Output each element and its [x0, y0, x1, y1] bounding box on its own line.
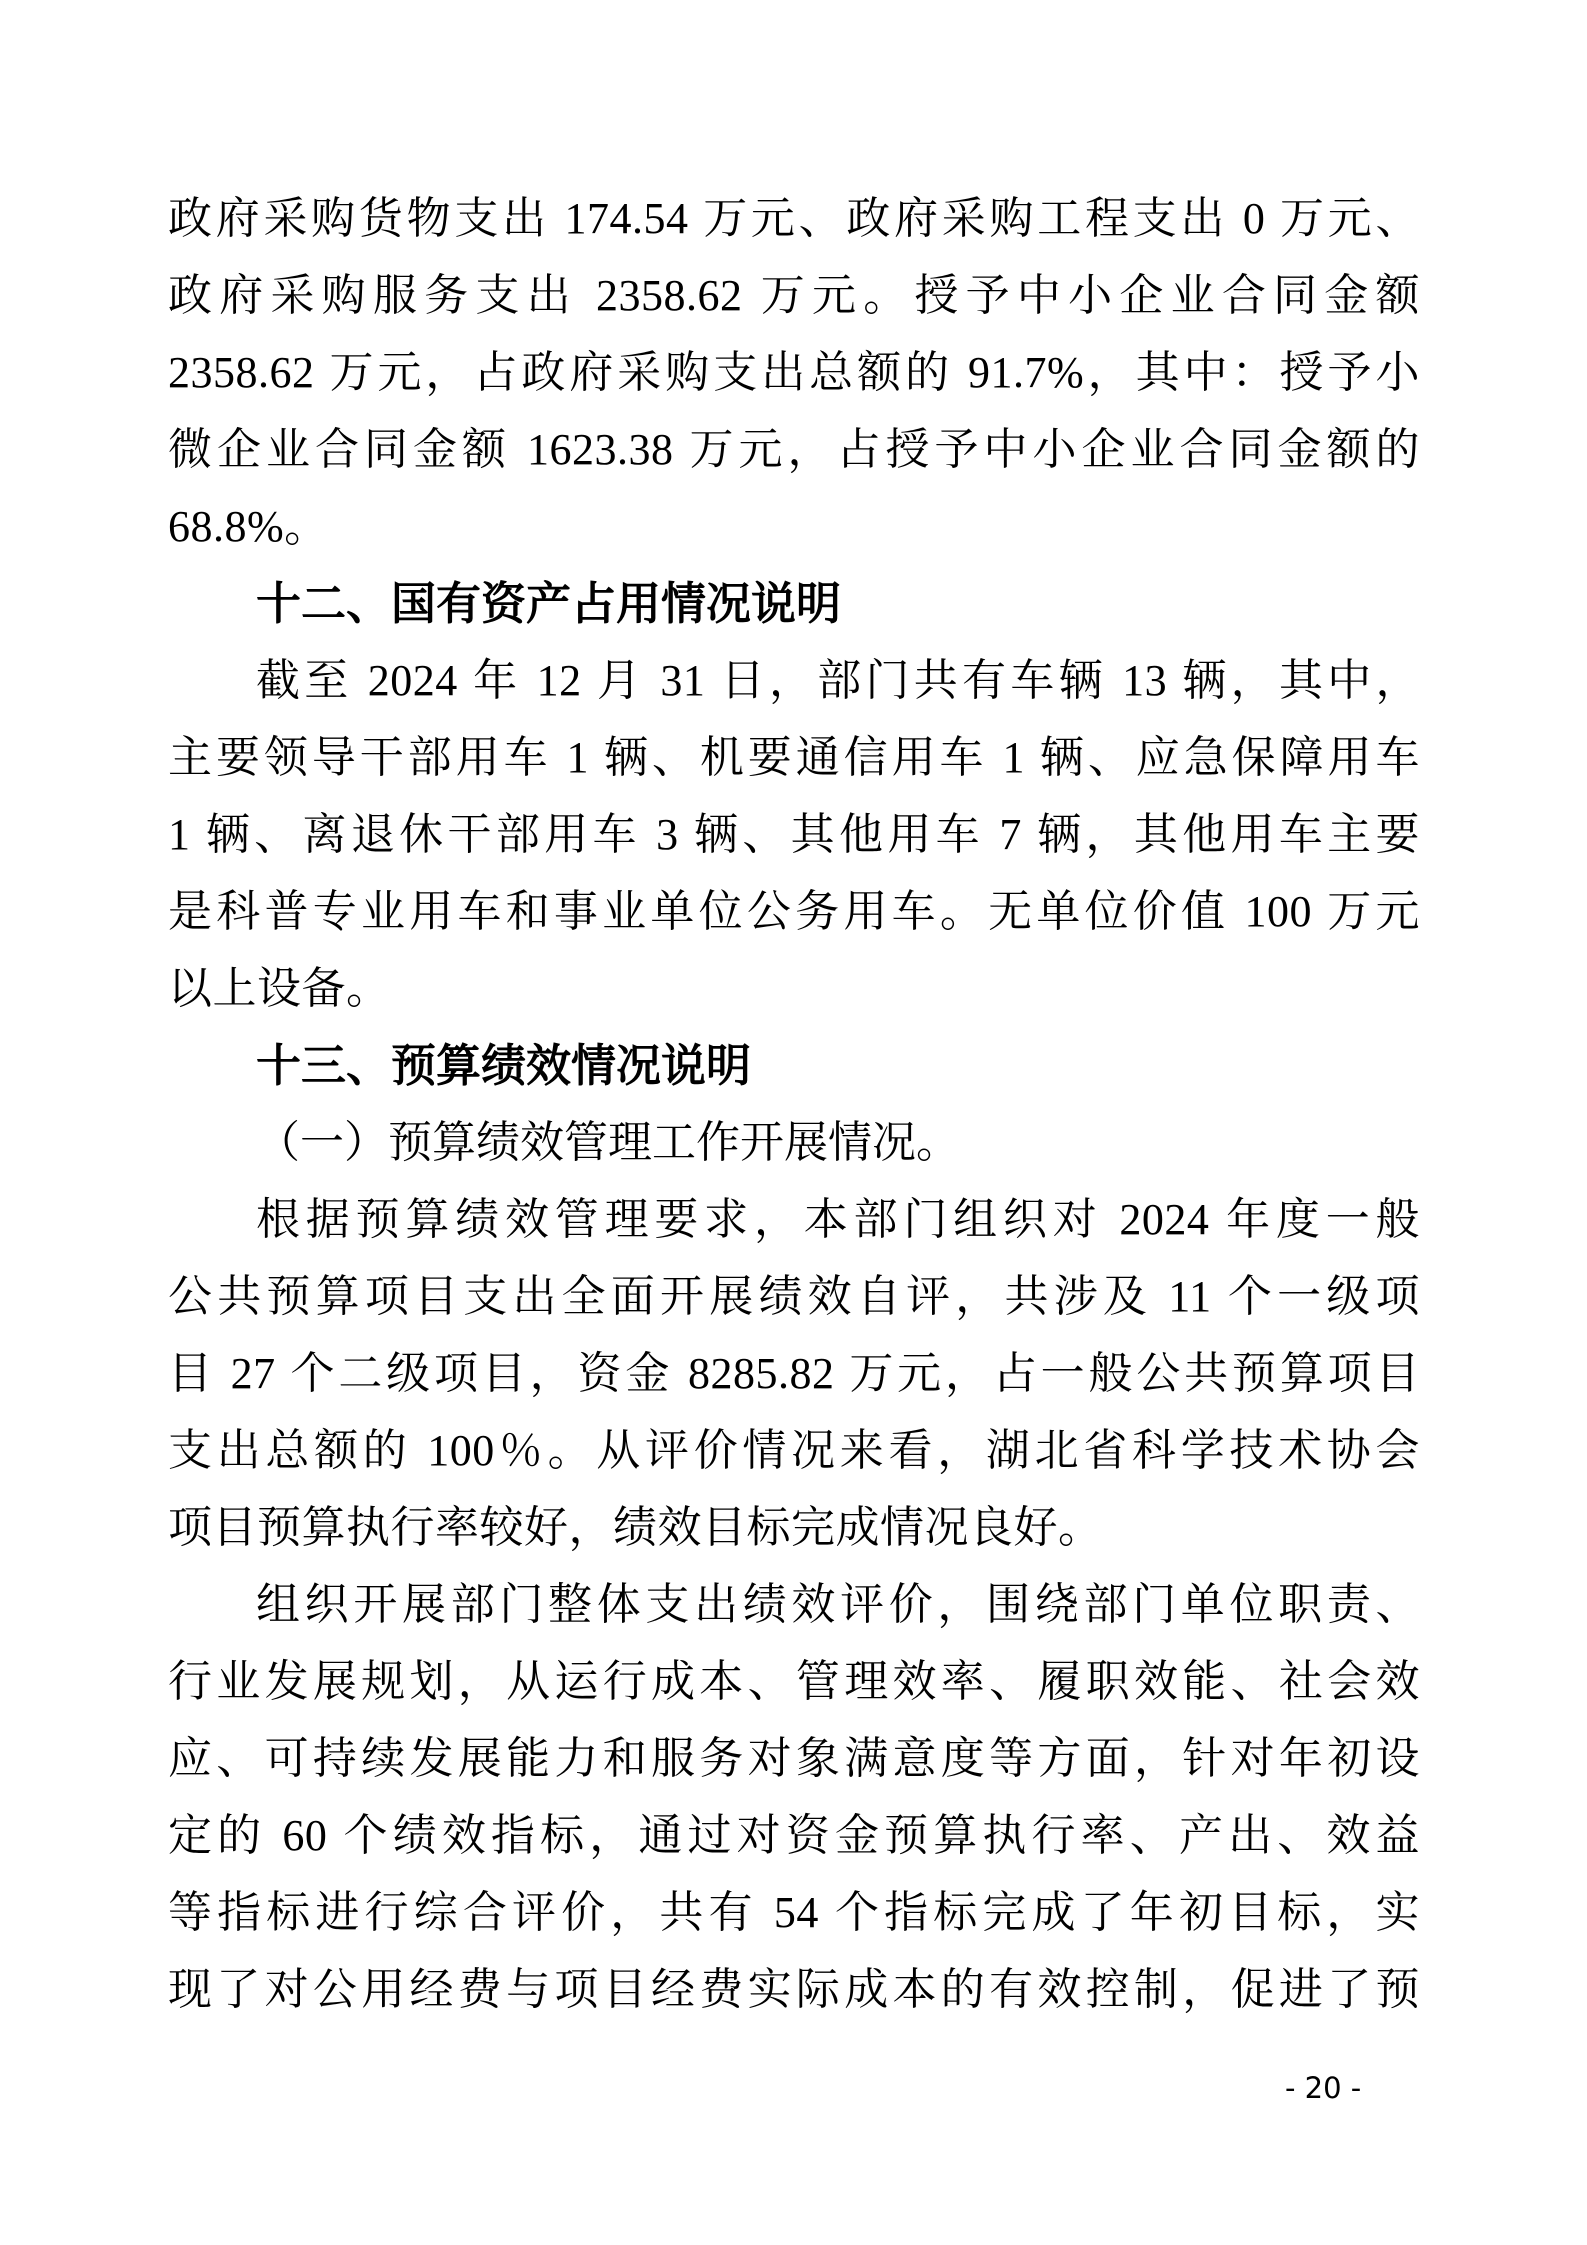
text-line: 现了对公用经费与项目经费实际成本的有效控制，促进了预: [168, 1965, 1420, 2014]
text-line: 项目预算执行率较好，绩效目标完成情况良好。: [168, 1503, 1103, 1552]
paragraph: [168, 1566, 1420, 2028]
paragraph: [168, 180, 1420, 565]
text-line: 组织开展部门整体支出绩效评价，围绕部门单位职责、: [256, 1580, 1420, 1629]
text-line: 等指标进行综合评价，共有 54 个指标完成了年初目标，实: [168, 1888, 1420, 1937]
text-line: 行业发展规划，从运行成本、管理效率、履职效能、社会效: [168, 1657, 1420, 1706]
text-line: 主要领导干部用车 1 辆、机要通信用车 1 辆、应急保障用车: [168, 733, 1420, 782]
text-line: 1 辆、离退休干部用车 3 辆、其他用车 7 辆，其他用车主要: [168, 810, 1420, 859]
page-number: - 20 -: [1285, 2071, 1362, 2105]
text-line: 支出总额的 100％。从评价情况来看，湖北省科学技术协会: [168, 1426, 1420, 1475]
text-line: 是科普专业用车和事业单位公务用车。无单位价值 100 万元: [168, 887, 1420, 936]
text-line: 68.8%。: [168, 502, 329, 551]
sub-section-heading: （一）预算绩效管理工作开展情况。: [256, 1118, 960, 1167]
text-line: 2358.62 万元，占政府采购支出总额的 91.7%，其中：授予小: [168, 348, 1420, 397]
paragraph: [168, 1181, 1420, 1566]
section-heading: 十二、国有资产占用情况说明: [256, 578, 842, 629]
section-heading: 十三、预算绩效情况说明: [256, 1040, 752, 1091]
text-line: 微企业合同金额 1623.38 万元，占授予中小企业合同金额的: [168, 425, 1420, 474]
text-line: 应、可持续发展能力和服务对象满意度等方面，针对年初设: [168, 1734, 1420, 1783]
text-line: 政府采购货物支出 174.54 万元、政府采购工程支出 0 万元、: [168, 194, 1420, 243]
text-line: 以上设备。: [168, 964, 391, 1013]
paragraph: [168, 642, 1420, 1027]
text-line: 公共预算项目支出全面开展绩效自评，共涉及 11 个一级项: [168, 1272, 1420, 1321]
text-line: 定的 60 个绩效指标，通过对资金预算执行率、产出、效益: [168, 1811, 1420, 1860]
document-body: [168, 180, 1420, 2028]
text-line: 政府采购服务支出 2358.62 万元。授予中小企业合同金额: [168, 271, 1420, 320]
text-line: 目 27 个二级项目，资金 8285.82 万元，占一般公共预算项目: [168, 1349, 1420, 1398]
text-line: 截至 2024 年 12 月 31 日，部门共有车辆 13 辆，其中，: [256, 656, 1420, 705]
text-line: 根据预算绩效管理要求，本部门组织对 2024 年度一般: [256, 1195, 1420, 1244]
